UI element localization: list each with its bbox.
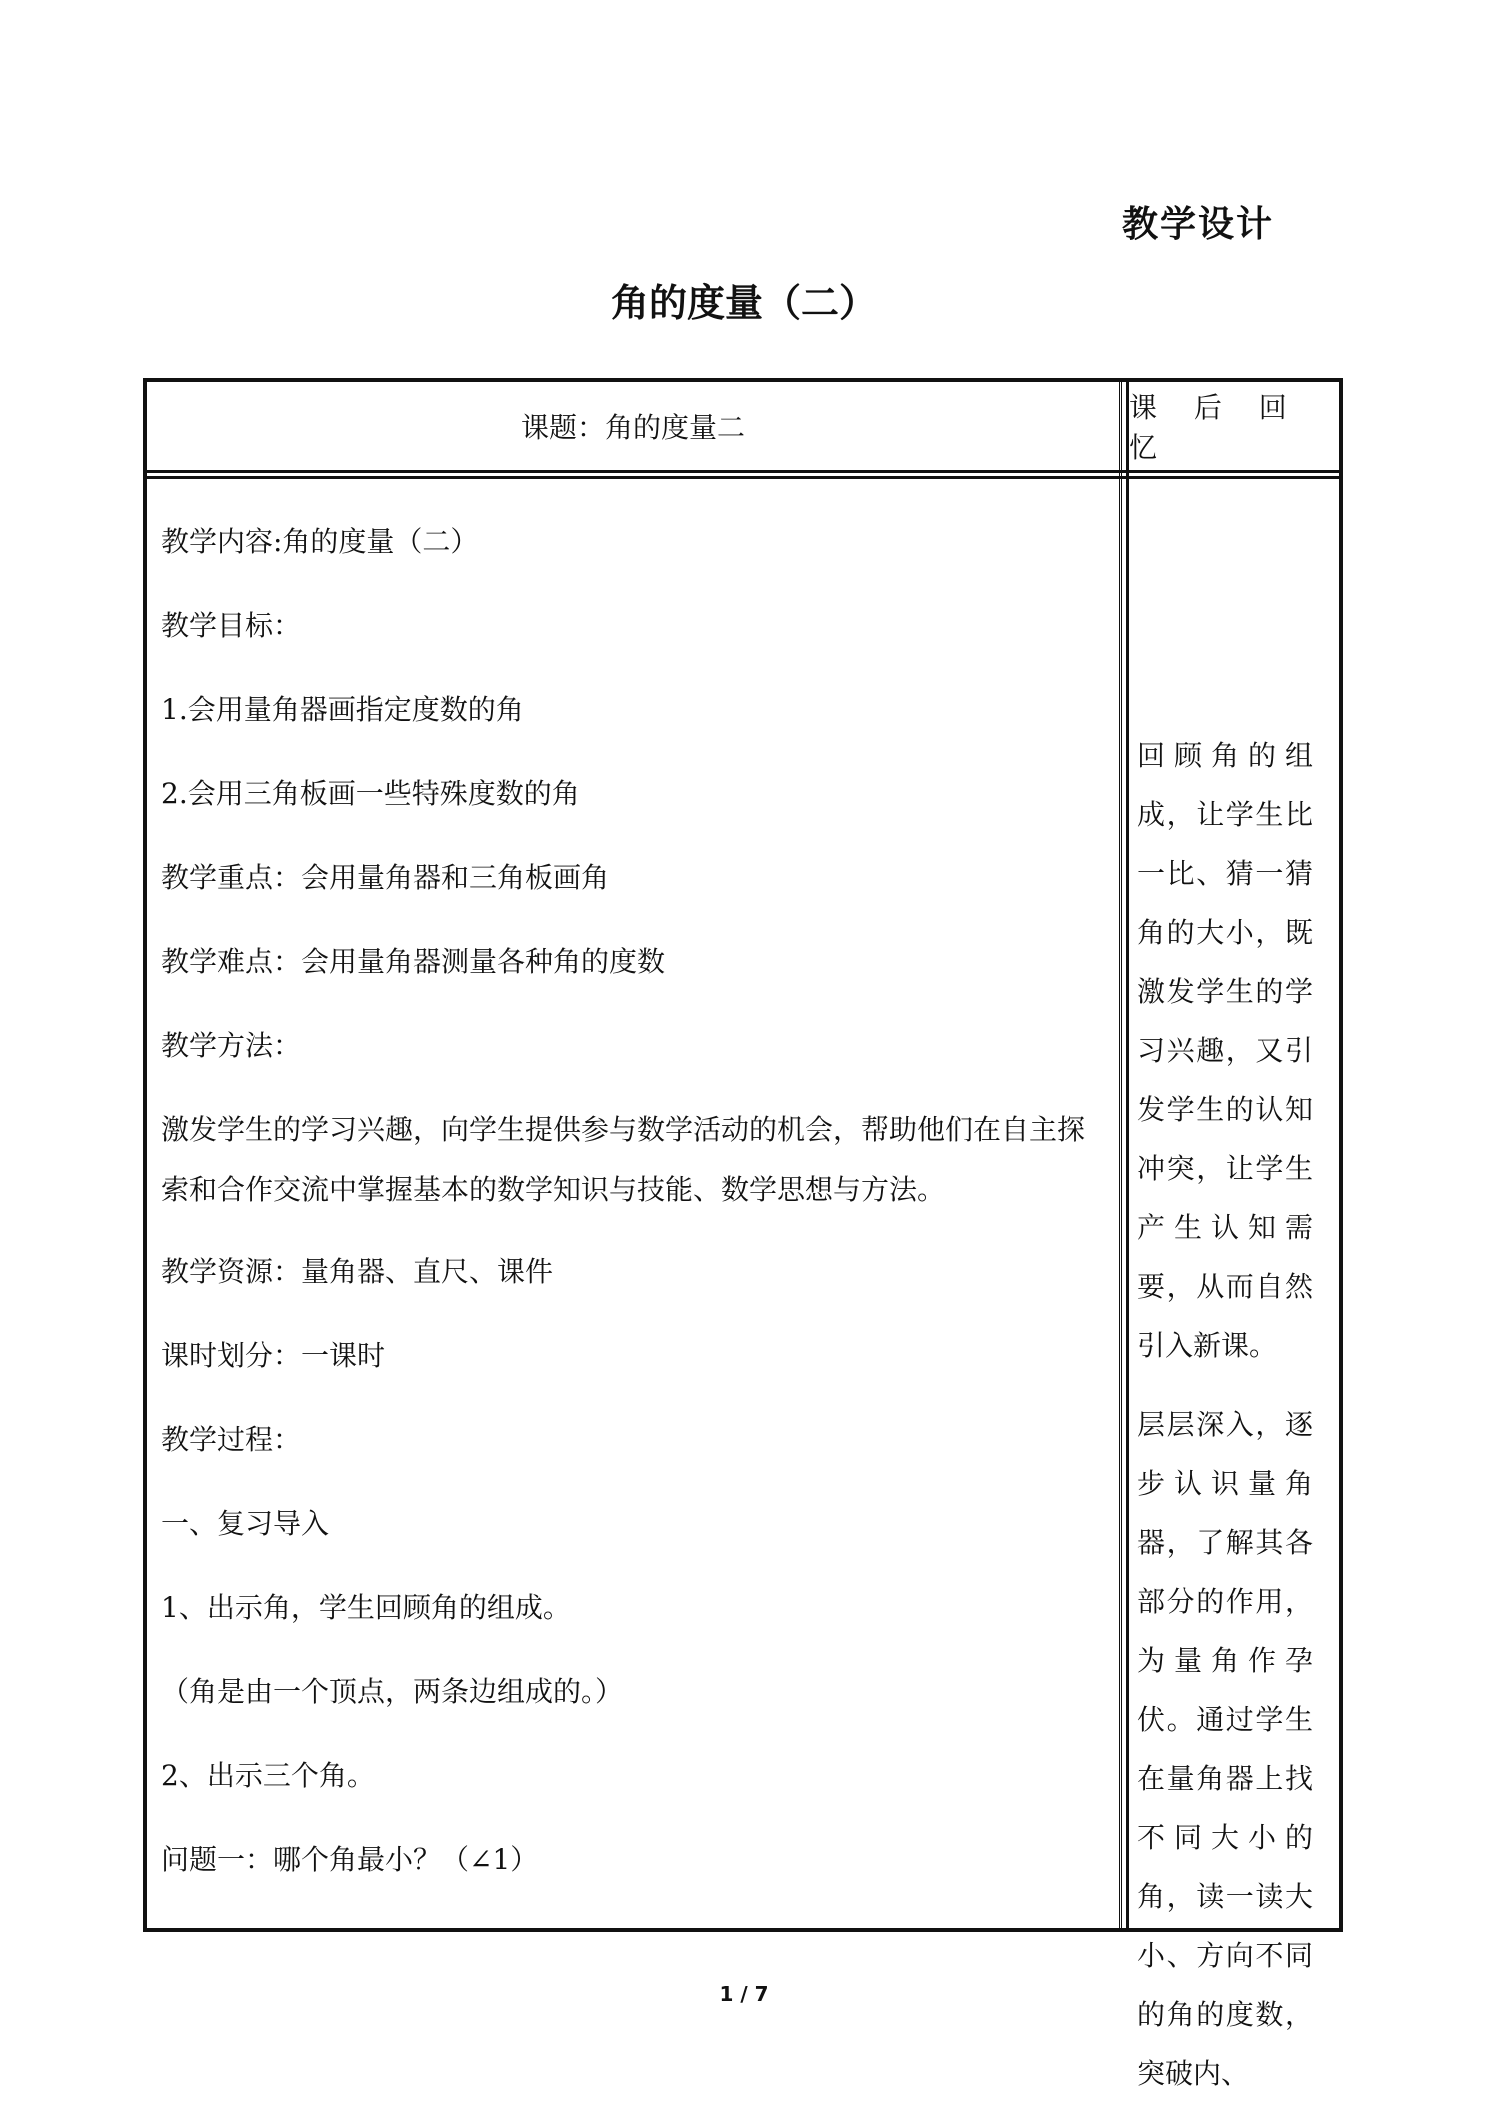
- review-notes: [1137, 726, 1313, 2123]
- document-title: 角的度量（二）: [610, 281, 877, 325]
- column-divider: [1119, 382, 1129, 1928]
- review-note: 层层深入，逐步认识量角器，了解其各部分的作用，为量角作孕伏。通过学生在量角器上找不同大小的角，读一读大小、方向不同的角的度数，突破内、: [1137, 1408, 1313, 2090]
- content-line: 1.会用量角器画指定度数的角: [161, 693, 524, 726]
- content-line: 一、复习导入: [161, 1507, 330, 1540]
- content-line: 教学资源：量角器、直尺、课件: [161, 1255, 554, 1288]
- content-line: 2.会用三角板画一些特殊度数的角: [161, 777, 580, 810]
- review-note: 回顾角的组成，让学生比一比、猜一猜角的大小，既激发学生的学习兴趣，又引发学生的认知冲突，让学生产生认知需要，从而自然引入新课。: [1137, 739, 1313, 1362]
- content-line: 教学内容:角的度量（二）: [161, 525, 479, 558]
- content-line: 激发学生的学习兴趣，向学生提供参与数学活动的机会，帮助他们在自主探索和合作交流中掌握基本的数学知识与技能、数学思想与方法。: [161, 1113, 1086, 1206]
- content-line: 1、出示角，学生回顾角的组成。: [161, 1591, 571, 1624]
- content-line: 教学难点：会用量角器测量各种角的度数: [161, 945, 666, 978]
- review-heading: 课 后 回 忆: [1129, 391, 1301, 464]
- content-line: 教学目标：: [161, 609, 302, 642]
- content-line: 2、出示三个角。: [161, 1759, 375, 1792]
- header-divider: [147, 470, 1339, 479]
- content-line: 教学方法：: [161, 1029, 302, 1062]
- page-number: 1 / 7: [719, 1982, 769, 2006]
- content-line: 问题一：哪个角最小？（∠1）: [161, 1843, 539, 1876]
- page-header: 教学设计: [1121, 204, 1274, 245]
- lesson-content: [161, 500, 1111, 1902]
- content-line: 教学重点：会用量角器和三角板画角: [161, 861, 610, 894]
- subject-heading: 课题：角的度量二: [520, 411, 745, 444]
- content-line: 教学过程：: [161, 1423, 302, 1456]
- content-line: （角是由一个顶点，两条边组成的。）: [161, 1675, 624, 1708]
- content-line: 课时划分：一课时: [161, 1339, 386, 1372]
